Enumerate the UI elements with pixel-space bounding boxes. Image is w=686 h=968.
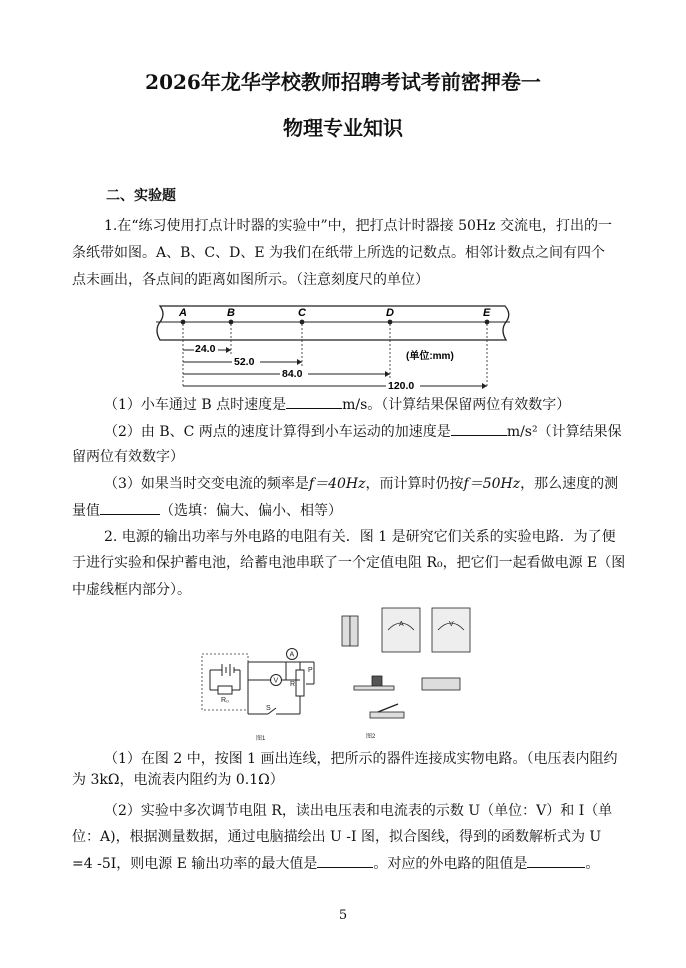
fig1-r0-label: R₀ <box>221 697 229 704</box>
answer-blank[interactable] <box>451 421 507 436</box>
fig1-ammeter-label: A <box>289 651 295 659</box>
answer-blank[interactable] <box>317 853 373 868</box>
q2-sub2-line2: 位：A)，根据测量数据，通过电脑描绘出 U -I 图，拟合图线，得到的函数解析式为 U <box>72 829 602 845</box>
q1-line3: 点未画出，各点间的距离如图所示。（注意刻度尺的单位） <box>72 272 429 288</box>
tape-unit: (单位:mm) <box>406 351 454 362</box>
exam-subtitle: 物理专业知识 <box>283 116 403 140</box>
q2-sub1-line1: （1）在图 2 中，按图 1 画出连线，把所示的器件连接成实物电路。（电压表内阻约 <box>104 751 618 767</box>
tape-point-d: D <box>386 307 394 319</box>
dist-ae: 120.0 <box>388 380 415 392</box>
q2-sub1-line2: 为 3kΩ，电流表内阻约为 0.1Ω） <box>72 772 284 788</box>
q2-sub2-line3: =4 -5I，则电源 E 输出功率的最大值是 。对应的外电路的阻值是 。 <box>72 853 599 874</box>
fig2-ammeter-label: A <box>399 621 404 628</box>
tape-point-a: A <box>179 307 187 319</box>
q2-line1: 2. 电源的输出功率与外电路的电阻有关．图 1 是研究它们关系的实验电路．为了便 <box>104 529 616 545</box>
apparatus-fig2 <box>330 600 480 742</box>
fig2-caption: 图2 <box>366 734 376 740</box>
q1-sub3: （3）如果当时交变电流的频率是f＝40Hz，而计算时仍按f＝50Hz，那么速度的测 <box>104 476 619 492</box>
page-number: 5 <box>338 908 348 923</box>
dist-ab: 24.0 <box>195 343 216 355</box>
answer-blank[interactable] <box>286 394 342 409</box>
q1-sub2: （2）由 B、C 两点的速度计算得到小车运动的加速度是 m/s²（计算结果保 <box>104 421 622 442</box>
answer-blank[interactable] <box>100 500 160 515</box>
circuit-diagram-fig1 <box>196 632 326 744</box>
q2-line3: 中虚线框内部分）。 <box>72 582 191 598</box>
dist-ac: 52.0 <box>234 356 255 368</box>
q1-sub1: （1）小车通过 B 点时速度是 m/s。（计算结果保留两位有效数字） <box>104 394 570 415</box>
q2-line2: 于进行实验和保护蓄电池，给蓄电池串联了一个定值电阻 R₀，把它们一起看做电源 E（图 <box>72 555 626 571</box>
exam-title: 2026年龙华学校教师招聘考试考前密押卷一 <box>145 70 541 94</box>
q1-sub3-line2: 量值 （选填：偏大、偏小、相等） <box>72 500 342 521</box>
fig1-s-label: S <box>266 705 271 712</box>
dist-ad: 84.0 <box>282 368 303 380</box>
q1-line1: 1.在“练习使用打点计时器的实验中”中，把打点计时器接 50Hz 交流电，打出的一 <box>104 218 612 234</box>
fig1-p-label: P <box>308 667 313 674</box>
q1-sub2-line2: 留两位有效数字） <box>72 449 184 465</box>
answer-blank[interactable] <box>527 853 585 868</box>
tape-point-e: E <box>483 307 491 319</box>
q2-sub2-line1: （2）实验中多次调节电阻 R，读出电压表和电流表的示数 U（单位：V）和 I（单 <box>104 803 613 819</box>
tape-point-b: B <box>227 307 235 319</box>
tape-point-c: C <box>298 307 306 319</box>
fig2-voltmeter-label: V <box>449 621 454 628</box>
q1-line2: 条纸带如图。A、B、C、D、E 为我们在纸带上所选的记数点。相邻计数点之间有四个 <box>72 245 606 261</box>
fig1-r-label: R <box>290 681 296 688</box>
section-heading: 二、实验题 <box>106 188 176 204</box>
fig1-caption: 图1 <box>256 736 266 742</box>
fig1-voltmeter-label: V <box>273 677 279 685</box>
paper-tape-figure <box>150 300 520 392</box>
